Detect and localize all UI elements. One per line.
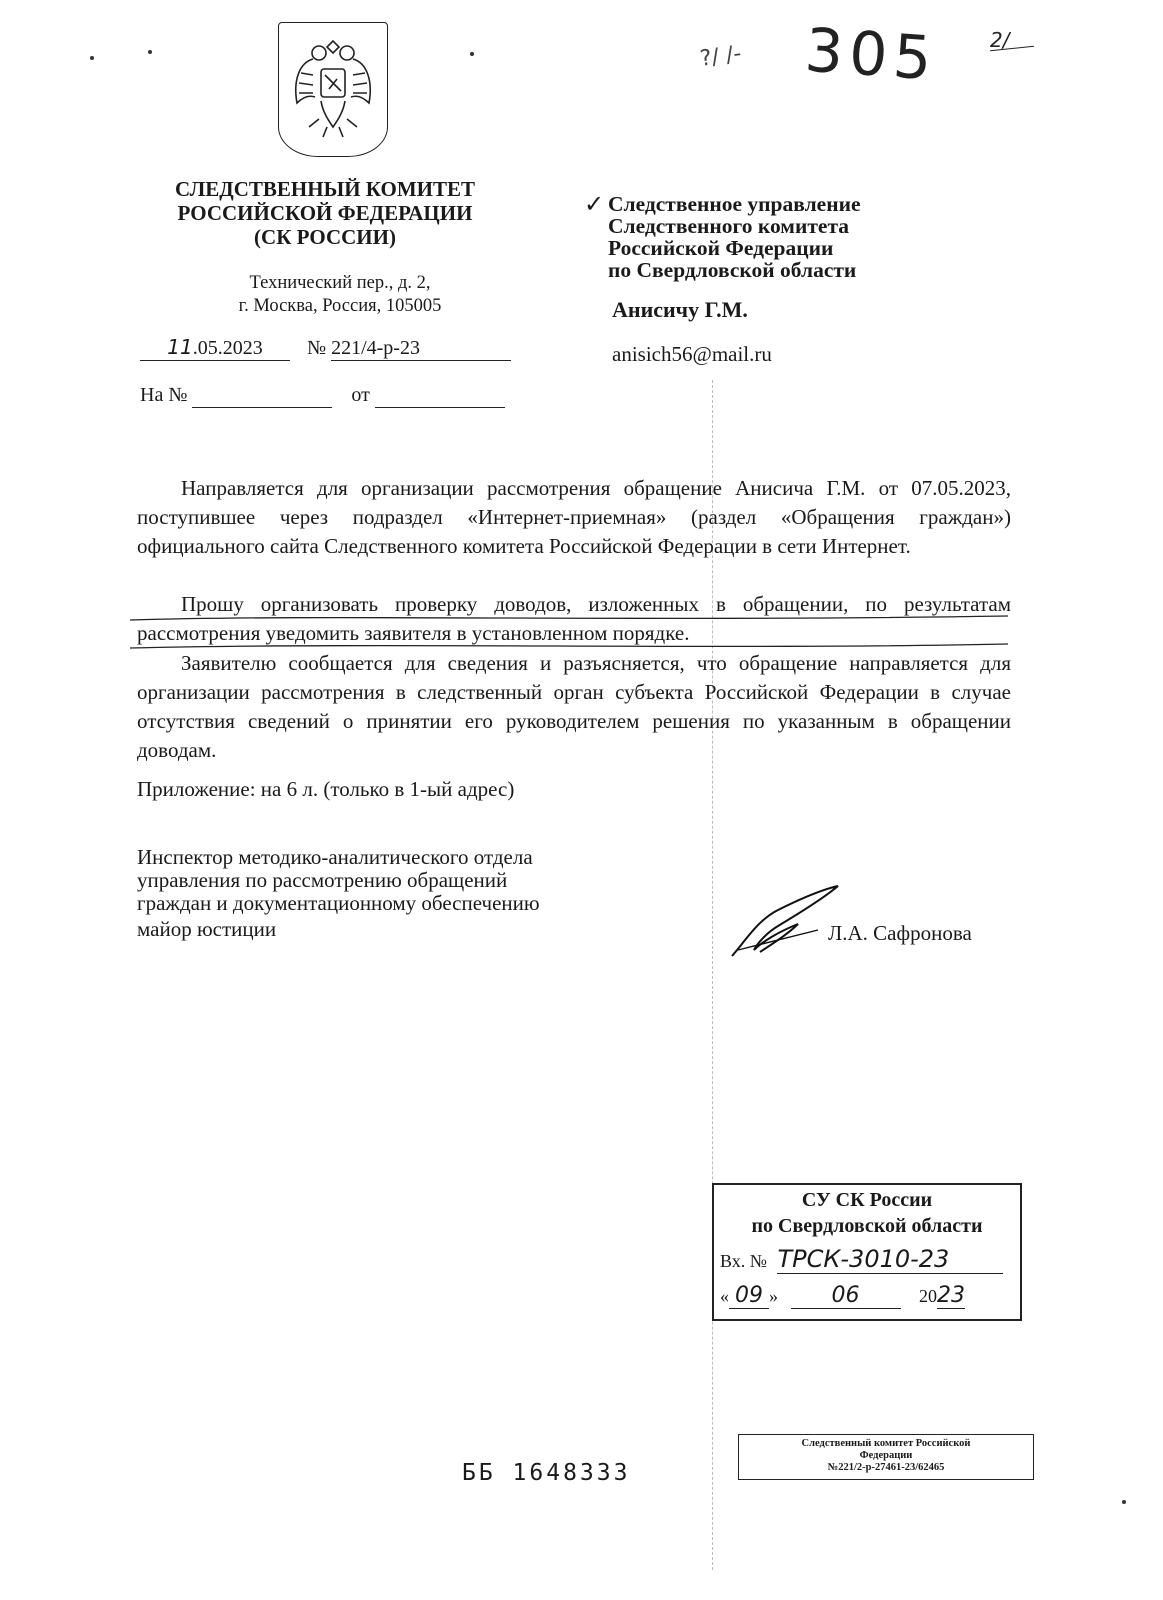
- sender-organization: [140, 177, 510, 249]
- signer-line: граждан и документационному обеспечению: [137, 891, 540, 915]
- incoming-month: 06: [791, 1283, 901, 1309]
- recipient-person: Анисичу Г.М.: [612, 297, 748, 322]
- reference-line: [140, 384, 505, 408]
- address-line: Технический пер., д. 2,: [249, 273, 431, 293]
- check-icon: ✓: [584, 190, 605, 218]
- scan-speck: [90, 56, 94, 60]
- signer-line: управления по рассмотрению обращений: [137, 868, 508, 892]
- coat-of-arms-icon: [278, 22, 388, 157]
- ref-label: На №: [140, 384, 188, 406]
- registration-line: Следственный комитет Российской: [801, 1438, 971, 1449]
- incoming-number-row: [720, 1245, 1003, 1274]
- stamp-line: СУ СК России: [801, 1189, 933, 1211]
- incoming-year-suffix: 23: [937, 1283, 965, 1308]
- scan-speck: [148, 50, 152, 54]
- registration-stamp: [738, 1434, 1034, 1480]
- scan-speck: [470, 52, 474, 56]
- incoming-label: Вх. №: [720, 1251, 767, 1271]
- registration-line: Федерации: [859, 1450, 913, 1461]
- sender-address: [200, 272, 480, 318]
- signer-line: майор юстиции: [137, 917, 277, 941]
- handwritten-superscript: 2/: [990, 28, 1034, 49]
- recipient-line: Следственного комитета: [608, 214, 850, 238]
- handwritten-underline: [130, 612, 1010, 652]
- outgoing-date: 11.05.2023: [140, 335, 290, 361]
- registration-line: №221/2-р-27461-23/62465: [827, 1462, 945, 1473]
- recipient-line: Следственное управление: [608, 192, 861, 216]
- signer-line: Инспектор методико-аналитического отдела: [137, 845, 533, 869]
- recipient-email: anisich56@mail.ru: [612, 342, 772, 366]
- outgoing-number: 221/4-р-23: [331, 337, 511, 361]
- form-serial-number: ББ 1648333: [462, 1460, 631, 1486]
- incoming-date-row: « 09 » 06 2023: [720, 1283, 965, 1308]
- body-paragraph: Направляется для организации рассмотрения обращение Анисича Г.М. от 07.05.2023, поступившее через подраздел «Интернет-приемная» (раздел «Обращения граждан») официального сайта Следственного комитета Российской Федерации в сети Интернет.: [137, 476, 1011, 558]
- incoming-number: ТРСК-3010-23: [777, 1245, 1003, 1274]
- org-line: (СК РОССИИ): [254, 225, 396, 249]
- handwritten-mark: ?/ /-: [698, 41, 743, 72]
- recipient-line: Российской Федерации: [608, 236, 834, 260]
- attachment-note: Приложение: на 6 л. (только в 1-ый адрес): [137, 777, 515, 801]
- signer-name: Л.А. Сафронова: [828, 921, 972, 945]
- ref-number-blank: [192, 384, 332, 408]
- org-line: СЛЕДСТВЕННЫЙ КОМИТЕТ: [174, 177, 476, 201]
- ref-from-label: от: [351, 384, 370, 406]
- ref-date-blank: [375, 384, 505, 408]
- outgoing-date-number: [140, 335, 511, 361]
- incoming-stamp: [712, 1183, 1022, 1321]
- number-sign: №: [307, 337, 327, 359]
- scan-speck: [1122, 1500, 1126, 1504]
- stamp-line: по Свердловской области: [751, 1215, 983, 1237]
- address-line: г. Москва, Россия, 105005: [238, 296, 442, 316]
- handwritten-number: 305: [802, 15, 940, 95]
- recipient-block: [608, 193, 861, 281]
- signer-position: [137, 846, 540, 941]
- body-paragraph: Заявителю сообщается для сведения и разъясняется, что обращение направляется для организации рассмотрения в следственный орган субъекта Российской Федерации в случае отсутствия сведений о принятии его руководителем решения по указанным в обращении доводам.: [137, 651, 1011, 762]
- signature-icon: [728, 880, 848, 960]
- recipient-line: по Свердловской области: [608, 258, 857, 282]
- body-paragraph-underlined: Прошу организовать проверку доводов, изложенных в обращении, по результатам рассмотрения уведомить заявителя в установленном порядке.: [137, 592, 1011, 645]
- incoming-day: 09: [729, 1283, 769, 1309]
- org-line: РОССИЙСКОЙ ФЕДЕРАЦИИ: [177, 201, 473, 225]
- incoming-year-prefix: 20: [919, 1286, 937, 1306]
